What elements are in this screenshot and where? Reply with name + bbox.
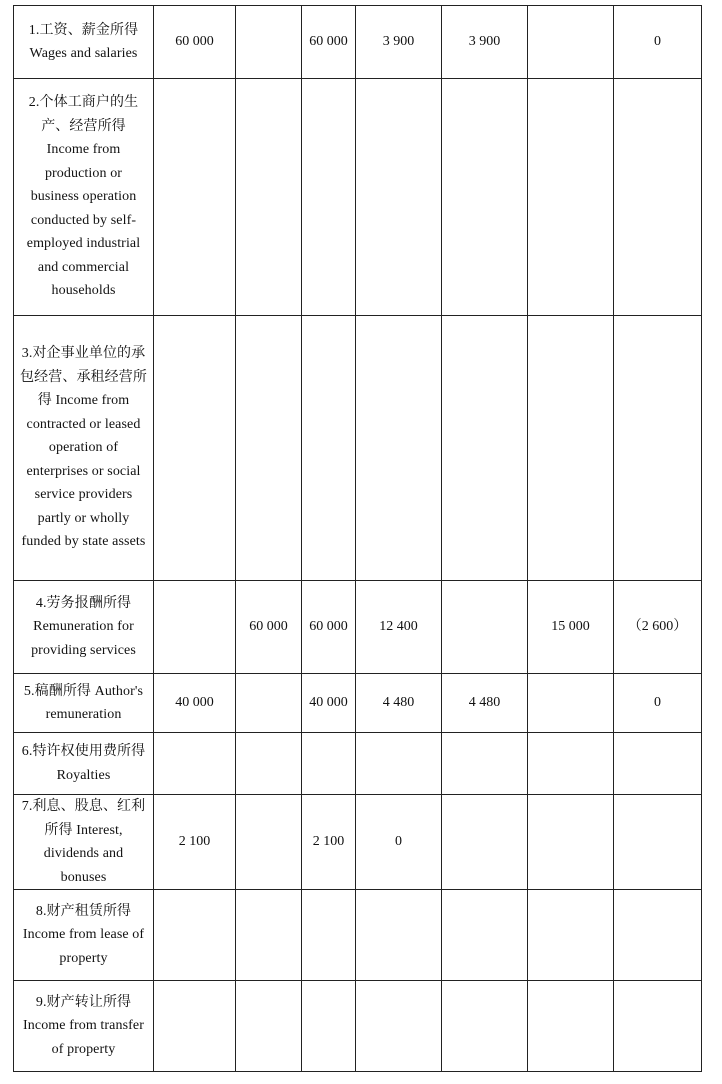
table-row — [14, 316, 702, 581]
table-cell: 60 000 — [302, 581, 356, 674]
table-cell — [442, 890, 528, 981]
table-cell — [614, 733, 702, 795]
table-cell: 60 000 — [154, 6, 236, 79]
table-cell: 4 480 — [442, 674, 528, 733]
table-cell: 12 400 — [356, 581, 442, 674]
table-cell: 0 — [356, 795, 442, 890]
table-cell — [236, 890, 302, 981]
table-cell — [356, 890, 442, 981]
table-cell — [528, 795, 614, 890]
income-category: 1.工资、薪金所得 Wages and salaries — [14, 6, 154, 79]
table-cell — [528, 316, 614, 581]
income-category: 3.对企事业单位的承包经营、承租经营所得 Income from contracted or leased operation of enterprises or social service providers partly or wholly funded by state assets — [14, 316, 154, 581]
table-cell — [442, 581, 528, 674]
table-cell — [614, 981, 702, 1072]
table-cell — [236, 79, 302, 316]
table-cell: 40 000 — [154, 674, 236, 733]
income-category: 7.利息、股息、红利所得 Interest, dividends and bonuses — [14, 795, 154, 890]
table-cell: 60 000 — [236, 581, 302, 674]
table-cell — [528, 981, 614, 1072]
table-row — [14, 981, 702, 1072]
table-cell — [236, 795, 302, 890]
table-cell: 0 — [614, 674, 702, 733]
table-cell — [302, 316, 356, 581]
table-cell: （2 600） — [614, 581, 702, 674]
table-cell — [356, 316, 442, 581]
table-row — [14, 674, 702, 733]
table-cell — [614, 890, 702, 981]
table-row — [14, 733, 702, 795]
income-category: 8.财产租赁所得 Income from lease of property — [14, 890, 154, 981]
table-cell: 4 480 — [356, 674, 442, 733]
table-cell — [356, 981, 442, 1072]
table-row — [14, 6, 702, 79]
table-cell — [528, 674, 614, 733]
income-category: 2.个体工商户的生产、经营所得 Income from production or business operation conducted by self-employed industrial and commercial households — [14, 79, 154, 316]
table-cell — [442, 981, 528, 1072]
table-cell — [302, 79, 356, 316]
table-cell — [442, 79, 528, 316]
table-cell — [154, 79, 236, 316]
table-cell — [154, 316, 236, 581]
table-cell — [614, 79, 702, 316]
table-cell — [236, 981, 302, 1072]
table-cell: 0 — [614, 6, 702, 79]
table-row — [14, 79, 702, 316]
table-cell: 60 000 — [302, 6, 356, 79]
income-category: 9.财产转让所得 Income from transfer of property — [14, 981, 154, 1072]
table-cell — [302, 733, 356, 795]
income-category: 6.特许权使用费所得 Royalties — [14, 733, 154, 795]
table-row — [14, 581, 702, 674]
table-cell — [302, 890, 356, 981]
table-cell — [614, 316, 702, 581]
table-row — [14, 795, 702, 890]
income-category: 4.劳务报酬所得 Remuneration for providing services — [14, 581, 154, 674]
table-cell — [528, 733, 614, 795]
table-cell — [302, 981, 356, 1072]
table-cell — [236, 316, 302, 581]
table-cell — [528, 79, 614, 316]
table-cell — [614, 795, 702, 890]
table-row — [14, 890, 702, 981]
table-cell — [442, 316, 528, 581]
table-cell — [154, 581, 236, 674]
table-cell — [442, 733, 528, 795]
table-cell — [154, 981, 236, 1072]
table-cell — [236, 6, 302, 79]
table-cell: 2 100 — [302, 795, 356, 890]
table-cell: 15 000 — [528, 581, 614, 674]
income-tax-table — [13, 5, 702, 1072]
table-cell — [528, 6, 614, 79]
table-cell — [356, 79, 442, 316]
table-cell — [528, 890, 614, 981]
table-cell — [442, 795, 528, 890]
table-cell — [154, 890, 236, 981]
income-category: 5.稿酬所得 Author's remuneration — [14, 674, 154, 733]
table-cell: 40 000 — [302, 674, 356, 733]
table-cell — [356, 733, 442, 795]
table-cell — [236, 674, 302, 733]
table-cell: 2 100 — [154, 795, 236, 890]
table-cell — [154, 733, 236, 795]
table-cell: 3 900 — [442, 6, 528, 79]
table-cell: 3 900 — [356, 6, 442, 79]
table-cell — [236, 733, 302, 795]
